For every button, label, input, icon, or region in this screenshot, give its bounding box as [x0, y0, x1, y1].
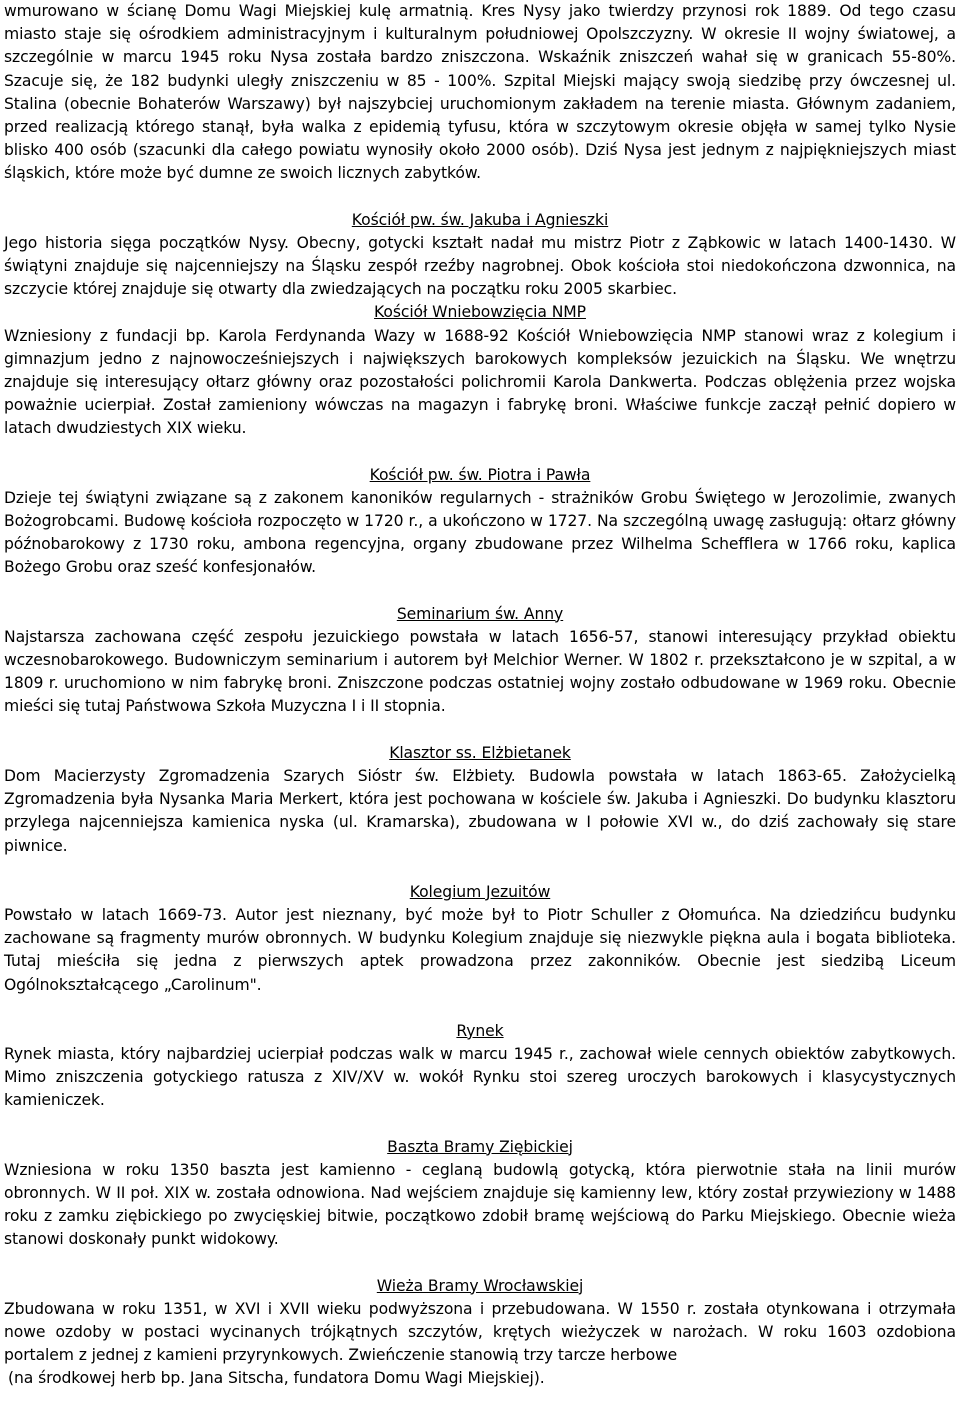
- section-title-wniebowziecie: Kościół Wniebowzięcia NMP: [374, 303, 586, 322]
- section-text-seminarium: Najstarsza zachowana część zespołu jezuickiego powstała w latach 1656-57, stanowi interesujący przykład obiektu wczesnobarokowego. Budowniczym seminarium i autorem był Melchior Werner. W 1802 r. przekształcono je w szpital, a w 1809 r. uruchomiono w nim fabrykę broni. Zniszczone podczas ostatniej wojny zostało odbudowane w 1969 roku. Obecnie mieści się tutaj Państwowa Szkoła Muzyczna I i II stopnia.: [4, 627, 956, 716]
- spacer: [4, 997, 956, 1020]
- section-text-rynek: Rynek miasta, który najbardziej ucierpiał podczas walk w marcu 1945 r., zachował wiele cennych obiektów zabytkowych. Mimo zniszczenia gotyckiego ratusza z XIV/XV w. wokół Rynku stoi szereg uroczych barokowych i klasycystycznych kamieniczek.: [4, 1044, 956, 1110]
- spacer: [4, 441, 956, 464]
- section-text-wieza-last-line: (na środkowej herb bp. Jana Sitscha, fundatora Domu Wagi Miejskiej).: [8, 1369, 545, 1388]
- section-title-piotr-pawel: Kościół pw. św. Piotra i Pawła: [369, 465, 591, 484]
- section-text-wniebowziecie: Wzniesiony z fundacji bp. Karola Ferdynanda Wazy w 1688-92 Kościół Wniebowzięcia NMP stanowi wraz z kolegium i gimnazjum jedno z najnowocześniejszych i największych barokowych kompleksów jezuickich na Śląsku. We wnętrzu znajduje się interesujący ołtarz główny oraz pozostałości polichromii Karola Dankwerta. Podczas oblężenia przez wojska poważnie ucierpiał. Został zamieniony wówczas na magazyn i fabrykę broni. Właściwe funkcje zaczął pełnić dopiero w latach dwudziestych XIX wieku.: [4, 326, 956, 438]
- section-text-baszta: Wzniesiona w roku 1350 baszta jest kamienno - ceglaną budowlą gotycką, która pierwotnie stała na linii murów obronnych. W II poł. XIX w. została odnowiona. Nad wejściem znajduje się kamienny lew, który został przywieziony w 1488 roku z zamku ziębickiego po zwycięskiej bitwie, początkowo zdobił bramę wejściową do Parku Miejskiego. Obecnie wieża stanowi doskonały punkt widokowy.: [4, 1160, 956, 1249]
- section-title-jakub: Kościół pw. św. Jakuba i Agnieszki: [351, 210, 609, 229]
- section-title-baszta: Baszta Bramy Ziębickiej: [387, 1137, 573, 1156]
- section-title-seminarium: Seminarium św. Anny: [396, 604, 564, 623]
- intro-paragraph: wmurowano w ścianę Domu Wagi Miejskiej kulę armatnią. Kres Nysy jako twierdzy przynosi rok 1889. Od tego czasu miasto staje się ośrodkiem administracyjnym i kulturalnym południowej Opolszczyzny. W okresie II wojny światowej, a szczególnie w marcu 1945 roku Nysa została bardzo zniszczona. Wskaźnik zniszczeń wahał się w granicach 55-80%. Szacuje się, że 182 budynki uległy zniszczeniu w 85 - 100%. Szpital Miejski mający swoją siedzibę przy ówczesnej ul. Stalina (obecnie Bohaterów Warszawy) był najszybciej uruchomionym zakładem na terenie miasta. Głównym zadaniem, przed realizacją którego stanął, była walka z epidemią tyfusu, która w szczytowym okresie objęła w samej tylko Nysie blisko 400 osób (szacunki dla całego powiatu wynosiły około 2000 osób). Dziś Nysa jest jednym z najpiękniejszych miast śląskich, które może być dumne ze swoich licznych zabytków.: [4, 2, 956, 183]
- section-title-klasztor: Klasztor ss. Elżbietanek: [389, 743, 571, 762]
- section-text-kolegium: Powstało w latach 1669-73. Autor jest nieznany, być może był to Piotr Schuller z Ołomuńca. Na dziedzińcu budynku zachowane są fragmenty murów obronnych. W budynku Kolegium znajduje się niezwykle piękna aula i bogata biblioteka. Tutaj mieściła się jedna z pierwszych aptek prowadzona przez zakonników. Obecnie jest siedzibą Liceum Ogólnokształcącego „Carolinum".: [4, 905, 956, 994]
- spacer: [4, 580, 956, 603]
- spacer: [4, 1113, 956, 1136]
- spacer: [4, 858, 956, 881]
- section-title-wieza: Wieża Bramy Wrocławskiej: [376, 1276, 584, 1295]
- section-title-rynek: Rynek: [456, 1021, 504, 1040]
- section-text-klasztor: Dom Macierzysty Zgromadzenia Szarych Sióstr św. Elżbiety. Budowla powstała w latach 1863-65. Założycielką Zgromadzenia była Nysanka Maria Merkert, która jest pochowana w kościele św. Jakuba i Agnieszki. Do budynku klasztoru przylega najcenniejsza kamienica nyska (ul. Kramarska), zbudowana w I połowie XVI w., do dziś zachowały się stare piwnice.: [4, 766, 956, 855]
- section-title-kolegium: Kolegium Jezuitów: [409, 882, 551, 901]
- spacer: [4, 186, 956, 209]
- section-text-piotr-pawel: Dzieje tej świątyni związane są z zakonem kanoników regularnych - strażników Grobu Świętego w Jerozolimie, zwanych Bożogrobcami. Budowę kościoła rozpoczęto w 1720 r., a ukończono w 1727. Na szczególną uwagę zasługują: ołtarz główny późnobarokowy z 1730 roku, ambona regencyjna, organy zbudowane przez Wilhelma Schefflera w 1766 roku, kaplica Bożego Grobu oraz sześć konfesjonałów.: [4, 488, 956, 577]
- spacer: [4, 719, 956, 742]
- spacer: [4, 1252, 956, 1275]
- section-text-jakub: Jego historia sięga początków Nysy. Obecny, gotycki kształt nadał mu mistrz Piotr z Ząbkowic w latach 1400-1430. W świątyni znajduje się najcenniejszy na Śląsku zespół rzeźby nagrobnej. Obok kościoła stoi niedokończona dzwonnica, na szczycie której znajduje się otwarty dla zwiedzających na początku roku 2005 skarbiec.: [4, 233, 956, 299]
- section-text-wieza: Zbudowana w roku 1351, w XVI i XVII wieku podwyższona i przebudowana. W 1550 r. została otynkowana i otrzymała nowe ozdoby w postaci wycinanych trójkątnych szczytów, krętych wieżyczek w narożach. W roku 1603 ozdobiona portalem z jednej z kamieni przyrynkowych. Zwieńczenie stanowią trzy tarcze herbowe: [4, 1299, 956, 1365]
